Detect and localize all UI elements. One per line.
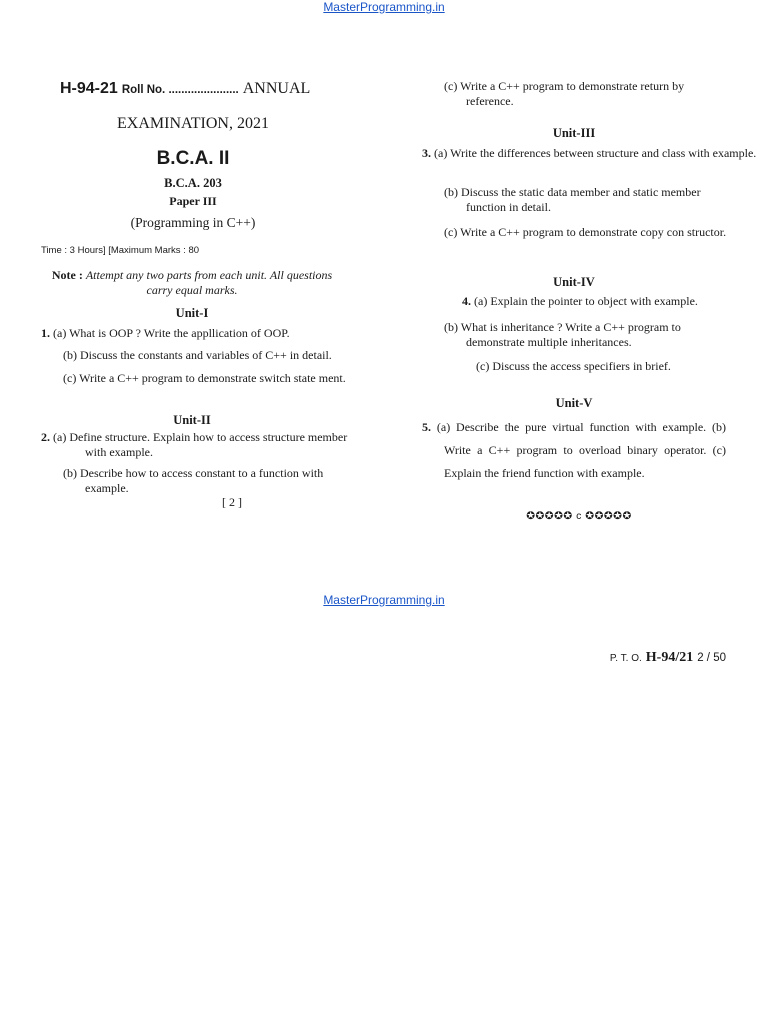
course-title: B.C.A. II xyxy=(156,148,230,169)
unit-2-heading: Unit-II xyxy=(173,413,211,427)
q3-c: (c) Write a C++ program to demonstrate copy con structor. xyxy=(444,225,727,239)
q4-number: 4. xyxy=(462,294,471,308)
footer-link[interactable]: MasterProgramming.in xyxy=(323,593,445,607)
note-label: Note : xyxy=(51,268,83,282)
header-link[interactable]: MasterProgramming.in xyxy=(323,0,445,14)
q5-line2: Write a C++ program to overload binary operator. (c) xyxy=(444,443,726,457)
paper-code: H-94-21 xyxy=(60,80,118,97)
pto: P. T. O. xyxy=(609,653,642,664)
q3-a-text: (a) Write the differences between structure and class with example. xyxy=(434,146,757,160)
q5-line1-text: (a) Describe the pure virtual function with example. (b) xyxy=(436,420,727,434)
q4-a xyxy=(462,294,722,309)
page-footer xyxy=(610,648,726,666)
note-line1: Attempt any two parts from each unit. All questions xyxy=(85,268,333,282)
q4-b: (b) What is inheritance ? Write a C++ program to demonstrate multiple inheritances. xyxy=(444,320,681,349)
end-mark: ✪✪✪✪✪ c ✪✪✪✪✪ xyxy=(526,510,632,522)
q5-line1 xyxy=(422,416,726,439)
time-marks: Time : 3 Hours] [Maximum Marks : 80 xyxy=(41,245,200,256)
q1-number: 1. xyxy=(41,326,50,340)
q2-a-text: (a) Define structure. Explain how to access structure member with example. xyxy=(53,430,348,459)
q1-c: (c) Write a C++ program to demonstrate switch state ment. xyxy=(63,371,346,385)
q1-b: (b) Discuss the constants and variables of C++ in detail. xyxy=(63,348,332,362)
course-code: B.C.A. 203 xyxy=(164,176,222,190)
q5 xyxy=(422,416,726,485)
note-line2: carry equal marks. xyxy=(146,282,238,297)
unit-4-heading: Unit-IV xyxy=(553,275,595,289)
page-marker: [ 2 ] xyxy=(222,495,242,509)
q4-c: (c) Discuss the access specifiers in brief. xyxy=(476,359,671,373)
q2-a xyxy=(41,430,365,459)
exam-title: EXAMINATION, 2021 xyxy=(117,115,269,132)
roll-no: Roll No. ...................... xyxy=(121,84,239,96)
subject-title: (Programming in C++) xyxy=(130,215,256,230)
paper-number: Paper III xyxy=(169,194,217,208)
q3-a xyxy=(422,146,760,161)
q2-c: (c) Write a C++ program to demonstrate return by reference. xyxy=(444,79,685,108)
annual-label: ANNUAL xyxy=(242,80,311,97)
q5-line3: Explain the friend function with example. xyxy=(444,466,645,480)
unit-5-heading: Unit-V xyxy=(555,396,593,410)
paper-code-line xyxy=(60,80,310,98)
page-number: 2 / 50 xyxy=(697,652,726,664)
footer-code: H-94/21 xyxy=(645,650,694,665)
q3-number: 3. xyxy=(422,146,431,160)
q2-number: 2. xyxy=(41,430,50,444)
q3-b: (b) Discuss the static data member and static member function in detail. xyxy=(444,185,701,214)
unit-1-heading: Unit-I xyxy=(175,306,209,320)
note xyxy=(42,268,342,297)
q1-a-text: (a) What is OOP ? Write the appllication of OOP. xyxy=(53,326,290,340)
q2-b: (b) Describe how to access constant to a function with example. xyxy=(63,466,324,495)
q5-number: 5. xyxy=(422,420,431,434)
q4-a-text: (a) Explain the pointer to object with example. xyxy=(474,294,698,308)
unit-3-heading: Unit-III xyxy=(552,126,596,140)
q1-a xyxy=(41,326,341,341)
